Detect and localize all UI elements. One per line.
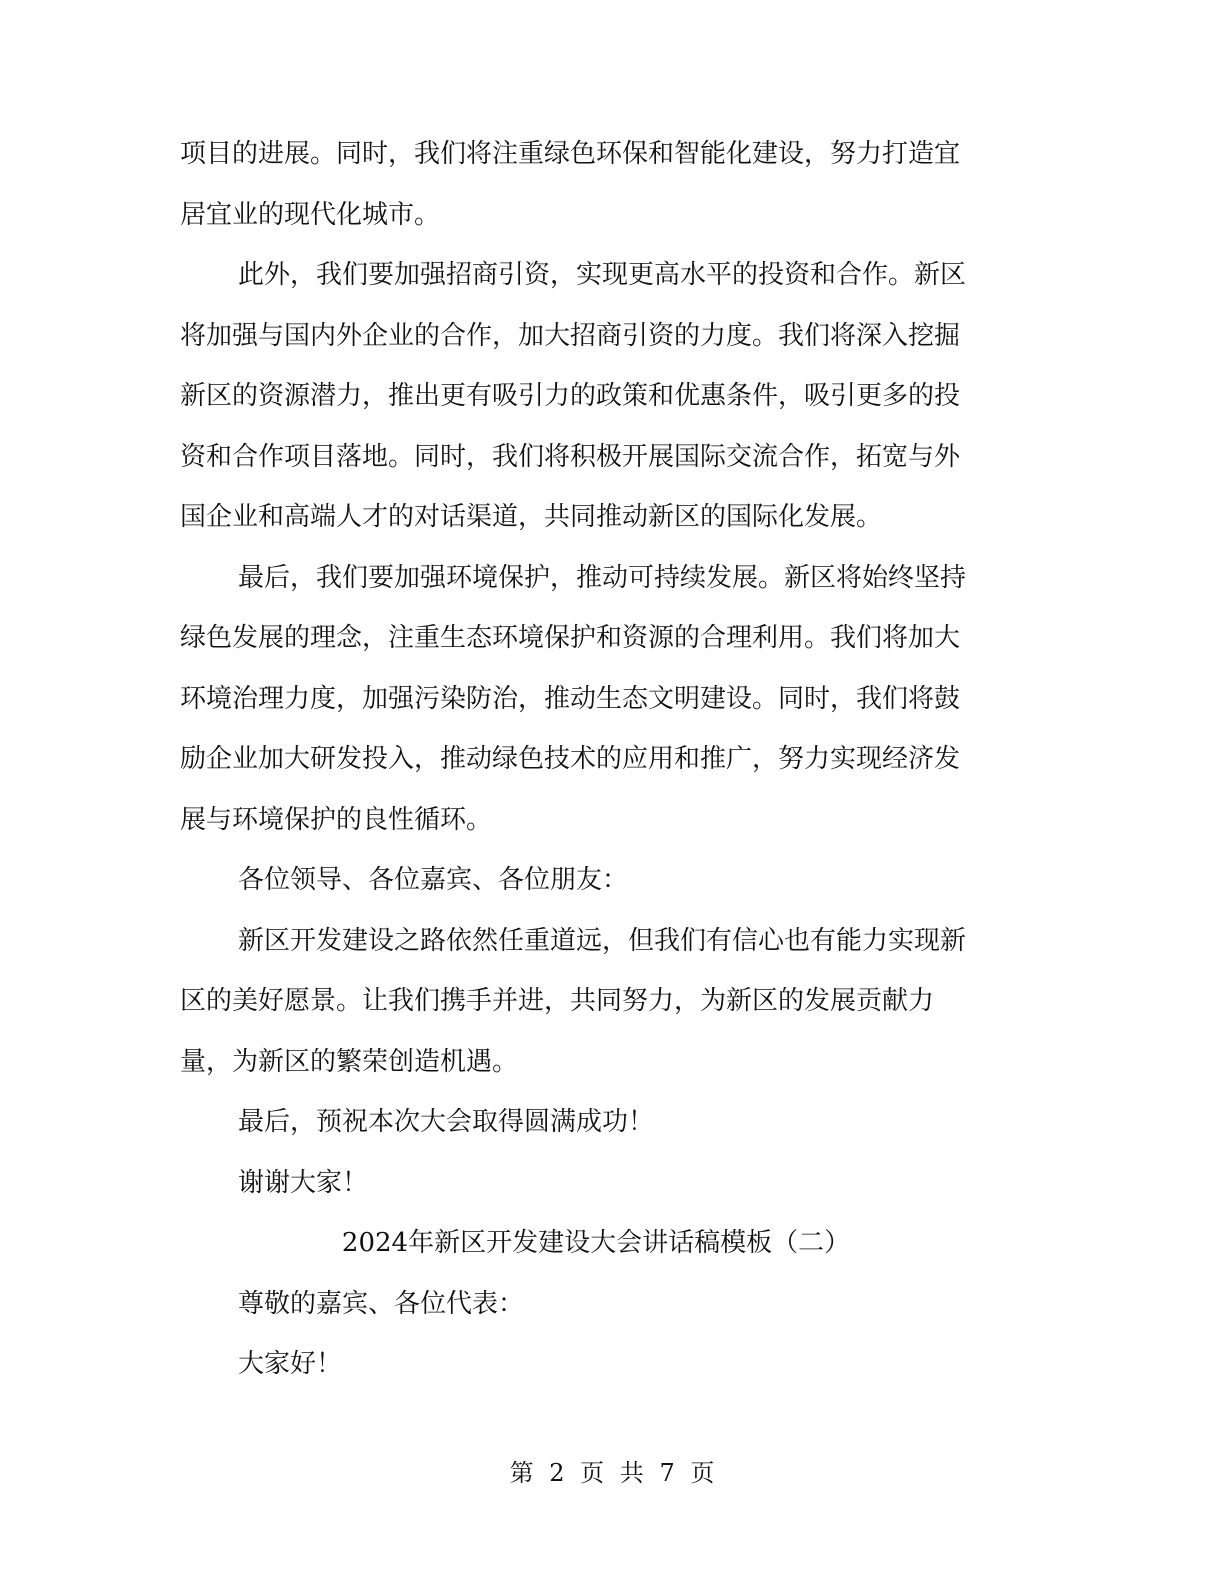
paragraph-line: 励企业加大研发投入，推动绿色技术的应用和推广，努力实现经济发: [180, 744, 961, 774]
paragraph-line: 绿色发展的理念，注重生态环境保护和资源的合理利用。我们将加大: [180, 623, 961, 653]
paragraph-line: 项目的进展。同时，我们将注重绿色环保和智能化建设，努力打造宜: [180, 139, 961, 169]
paragraph-line: 此外，我们要加强招商引资，实现更高水平的投资和合作。新区: [238, 260, 967, 290]
paragraph-line: 将加强与国内外企业的合作，加大招商引资的力度。我们将深入挖掘: [180, 320, 961, 351]
paragraph-line: 最后，我们要加强环境保护，推动可持续发展。新区将始终坚持: [238, 562, 967, 593]
paragraph-line: 国企业和高端人才的对话渠道，共同推动新区的国际化发展。: [180, 502, 883, 532]
page-number-footer: 第 2 页 共 7 页: [509, 1459, 715, 1487]
paragraph-line: 环境治理力度，加强污染防治，推动生态文明建设。同时，我们将鼓: [180, 683, 961, 714]
salutation-line: 各位领导、各位嘉宾、各位朋友：: [238, 865, 629, 895]
document-body: [180, 124, 1012, 1395]
salutation-line: 尊敬的嘉宾、各位代表：: [238, 1288, 525, 1319]
paragraph-line: 最后，预祝本次大会取得圆满成功！: [238, 1107, 655, 1137]
closing-line: 谢谢大家！: [238, 1167, 369, 1198]
paragraph-line: 量，为新区的繁荣创造机遇。: [180, 1046, 519, 1077]
section-title: 2024年新区开发建设大会讲话稿模板（二）: [341, 1228, 851, 1258]
paragraph-line: 新区开发建设之路依然任重道远，但我们有信心也有能力实现新: [238, 925, 967, 956]
greeting-line: 大家好！: [238, 1349, 343, 1379]
paragraph-line: 展与环境保护的良性循环。: [180, 804, 493, 835]
paragraph-line: 居宜业的现代化城市。: [180, 199, 441, 230]
paragraph-line: 新区的资源潜力，推出更有吸引力的政策和优惠条件，吸引更多的投: [180, 381, 961, 411]
paragraph-line: 区的美好愿景。让我们携手并进，共同努力，为新区的发展贡献力: [180, 986, 935, 1016]
paragraph-line: 资和合作项目落地。同时，我们将积极开展国际交流合作，拓宽与外: [180, 441, 961, 472]
